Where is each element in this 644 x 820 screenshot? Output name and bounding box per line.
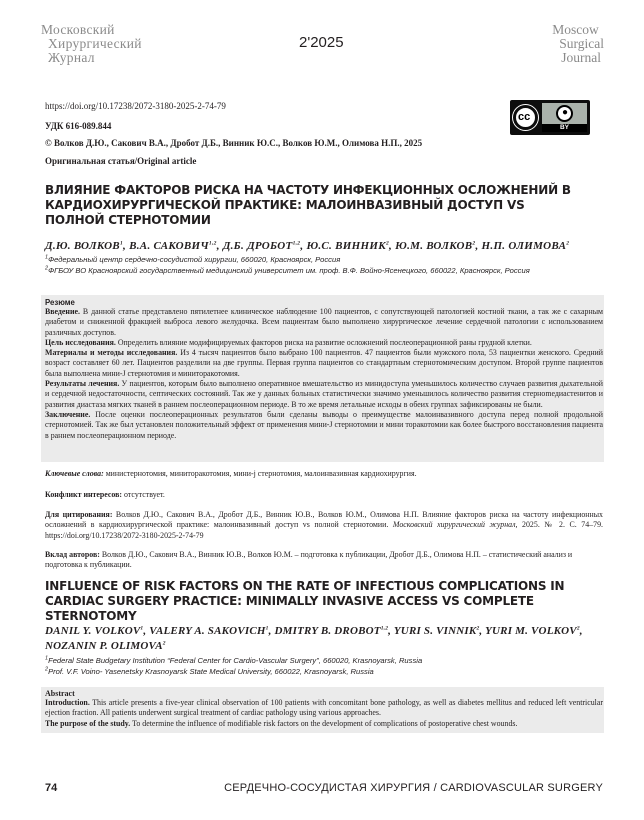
running-footer: СЕРДЕЧНО-СОСУДИСТАЯ ХИРУРГИЯ / CARDIOVASCULAR SURGERY	[224, 782, 603, 794]
author-name: Ю.М. ВОЛКОВ	[395, 240, 473, 252]
author-name: Н.П. ОЛИМОВА	[481, 240, 567, 252]
author-contribution: Вклад авторов: Волков Д.Ю., Сакович В.А., Винник Ю.В., Волков Ю.М. – подготовка к публикации, Дробот Д.Б., Олимова Н.П. – статистический анализ и подготовка к публикации.	[45, 550, 573, 570]
affiliation: $^2$ФГБОУ ВО Красноярский государственный медицинский университет им. проф. В.Ф. Войно-Ясенецкого, 660022, Красноярск, Россия	[45, 264, 530, 275]
abstract-heading-en: Abstract	[45, 689, 75, 698]
affiliation: $^1$Federal State Budgetary Institution “Federal Center for Cardio-Vascular Surgery”, 660020, Krasnoyarsk, Russia	[45, 655, 423, 665]
cc-by-license-icon[interactable]	[510, 100, 590, 135]
logo-line: Journal	[561, 50, 601, 65]
author-name: Д.Б. ДРОБОТ	[222, 240, 293, 252]
cc-glyph: cc	[518, 111, 531, 123]
author-name: YURI S. VINNIK	[393, 625, 477, 637]
author-name: Д.Ю. ВОЛКОВ	[45, 240, 120, 252]
author-name: В.А. САКОВИЧ	[129, 240, 209, 252]
abstract-heading-ru: Резюме	[45, 298, 75, 307]
udk-code: УДК 616-089.844	[45, 121, 112, 131]
abstract-section: The purpose of the study. To determine the influence of modifiable risk factors on the development of complications of postoperative chest wounds.	[45, 718, 518, 728]
person-icon: ●	[556, 105, 573, 122]
journal-logo-en	[552, 23, 604, 65]
article-type: Оригинальная статья/Original article	[45, 156, 197, 166]
abstract-text-ru	[45, 307, 603, 441]
page-number: 74	[45, 782, 58, 794]
abstract-section: Цель исследования. Определить влияние модифицируемых факторов риска на развитие осложнений послеоперационной раны грудной клетки.	[45, 337, 532, 347]
keywords-ru: Ключевые слова: министернотомия, миниторакотомия, мини-j стернотомия, малоинвазивная кардиохирургия.	[45, 469, 417, 478]
logo-line: Moscow	[552, 22, 599, 37]
conflict-of-interest: Конфликт интересов: отсутствует.	[45, 490, 165, 499]
journal-logo-ru	[41, 23, 142, 65]
logo-line: Хирургический	[48, 36, 142, 51]
logo-line: Журнал	[48, 50, 95, 65]
copyright-line: © Волков Д.Ю., Сакович В.А., Дробот Д.Б., Винник Ю.С., Волков Ю.М., Олимова Н.П., 2025	[45, 138, 423, 148]
citation: Для цитирования: Волков Д.Ю., Сакович В.А., Дробот Д.Б., Винник Ю.В., Волков Ю.М., Олимова Н.П. Влияние факторов риска на частоту инфекционных осложнений в кардиохирургической практике: малоинвазивный доступ vs полной стернотомии. Московский хирургический журнал, 2025. № 2. С. 74–79. https://doi.org/10.17238/2072-3180-2025-2-74-79	[45, 510, 603, 540]
logo-line: Московский	[41, 22, 115, 37]
author-name: DMITRY B. DROBOT	[274, 625, 381, 637]
abstract-section: Материалы и методы исследования. Из 4 тысяч пациентов было выбрано 100 пациентов. 47 пациентов были мужского пола, 53 пациентки женского. Средний возраст составляет 60 лет. Пациентов разделили на две группы. Первая группа пациентов со стандартным стернотомическим доступом. Второй группе пациентов была выполнена мини-J стернотомия и миниторакотомия.	[45, 348, 603, 378]
page-header	[0, 0, 644, 82]
abstract-text-en	[45, 698, 603, 729]
by-label: BY	[542, 124, 587, 132]
abstract-section: Introduction. This article presents a five-year clinical observation of 100 patients with concomitant bone pathology, as well as diabetes mellitus and reduced left ventricular ejection fraction. All patients underwent surgical treatment of cardiac pathology using various approaches.	[45, 698, 603, 718]
author-name: Ю.С. ВИННИК	[306, 240, 386, 252]
affiliation: $^1$Федеральный центр сердечно-сосудистой хирургии, 660020, Красноярск, Россия	[45, 254, 341, 264]
logo-line: Surgical	[559, 36, 604, 51]
doi-link[interactable]: https://doi.org/10.17238/2072-3180-2025-2-74-79	[45, 101, 226, 111]
author-name: VALERY A. SAKOVICH	[149, 625, 266, 637]
affiliation: $^2$Prof. V.F. Voino- Yasenetsky Krasnoyarsk State Medical University, 660022, Krasnoyarsk, Russia	[45, 665, 374, 676]
article-title-ru: ВЛИЯНИЕ ФАКТОРОВ РИСКА НА ЧАСТОТУ ИНФЕКЦИОННЫХ ОСЛОЖНЕНИЙ В КАРДИОХИРУРГИЧЕСКОЙ ПРАКТИКЕ: МАЛОИНВАЗИВНЫЙ ДОСТУП VS ПОЛНОЙ СТЕРНОТОМИИ	[45, 183, 571, 227]
affiliations-ru	[45, 255, 605, 276]
article-title-en: INFLUENCE OF RISK FACTORS ON THE RATE OF INFECTIOUS COMPLICATIONS IN CARDIAC SURGERY PRACTICE: MINIMALLY INVASIVE ACCESS VS COMPLETE STERNOTOMY	[45, 579, 565, 623]
abstract-section: Заключение. После оценки послеоперационных результатов были сделаны выводы о преимуществе малоинвазивного доступа перед полной продольной стернотомией. Так же был установлен положительный эффект от применения мини-J стернотомии и мини торакотомии как более быстрого восстановления пациента в раннем послеоперационном периоде.	[45, 409, 603, 440]
authors-en: DANIL Y. VOLKOV$^1$, VALERY A. SAKOVICH$^1$, DMITRY B. DROBOT$^{1,2}$, YURI S. VINNIK$^2$, YURI M. VOLKOV$^2$, NOZANIN P. OLIMOVA$^2$	[45, 625, 583, 652]
cc-icon	[513, 105, 538, 130]
issue-number: 2'2025	[299, 34, 344, 51]
author-name: YURI M. VOLKOV	[485, 625, 577, 637]
abstract-section: Результаты лечения. У пациентов, которым было выполнено оперативное вмешательство из минидоступа уменьшилось количество случаев развития дыхательной и сердечной недостаточности, септических состояний. Так же у данных больных статистически значимо уменьшилось количество развития стернomедиастенитов и развития диастаза мягких тканей в раннем послеоперационном периоде. В то же время летальные исходы в обеих группах зафиксированы не были.	[45, 379, 604, 409]
author-name: DANIL Y. VOLKOV	[45, 625, 141, 637]
abstract-section: Введение. В данной статье представлено пятилетнее клиническое наблюдение 100 пациентов, с сопутствующей патологией костной ткани, а так же с сахарным диабетом и сниженной фракцией выброса левого желудочка. Всем пациентам было выполнено хирургическое лечение сердечной патологии с использованием различных доступов.	[45, 307, 603, 337]
affiliations-en	[45, 656, 605, 677]
by-panel	[542, 103, 587, 132]
author-name: NOZANIN P. OLIMOVA	[45, 640, 163, 652]
authors-ru: Д.Ю. ВОЛКОВ$^1$, В.А. САКОВИЧ$^{1,2}$, Д.Б. ДРОБОТ$^{1,2}$, Ю.С. ВИННИК$^2$, Ю.М. ВОЛКОВ$^2$, Н.П. ОЛИМОВА$^2$	[45, 240, 570, 252]
